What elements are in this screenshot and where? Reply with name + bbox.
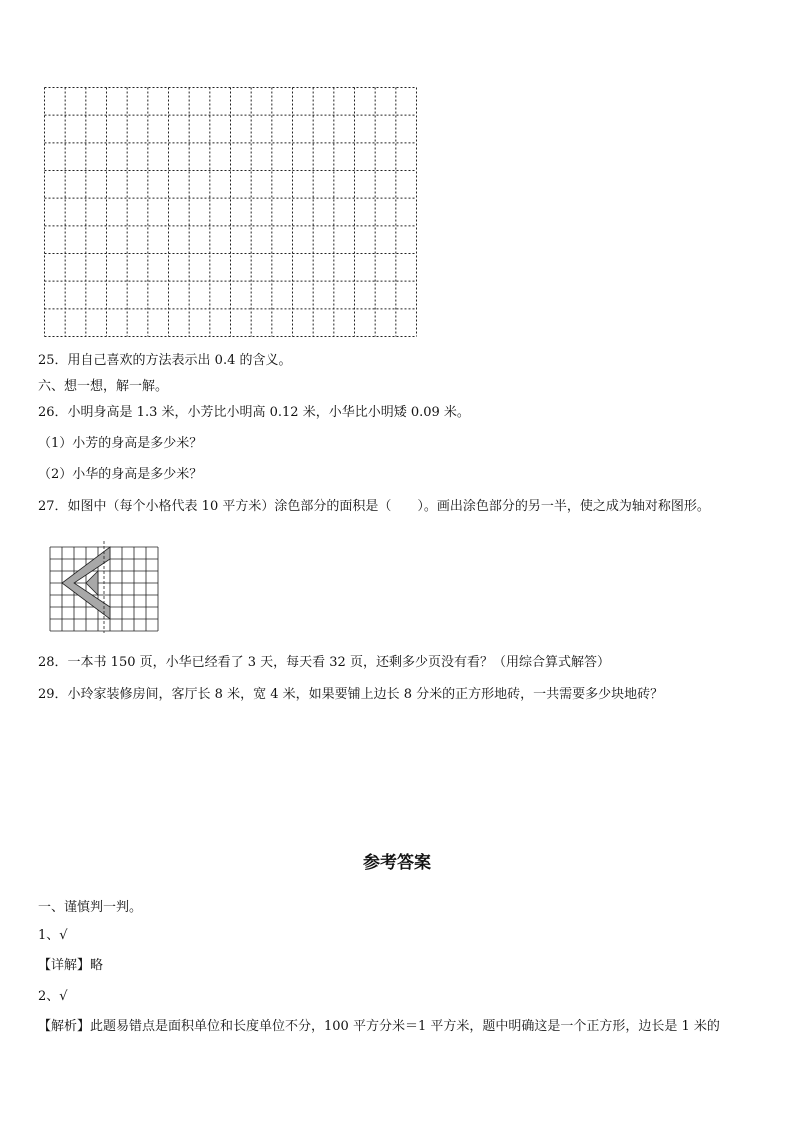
- answer-2: 2、√: [38, 989, 68, 1004]
- section-6-heading: 六、想一想，解一解。: [38, 379, 169, 394]
- question-26: 26．小明身高是 1.3 米，小芳比小明高 0.12 米，小华比小明矮 0.09 米。: [38, 405, 470, 420]
- question-25: 25．用自己喜欢的方法表示出 0.4 的含义。: [38, 353, 292, 368]
- answer-1: 1、√: [38, 928, 68, 943]
- writing-grid: [43, 86, 418, 338]
- question-28: 28．一本书 150 页，小华已经看了 3 天，每天看 32 页，还剩多少页没有看？（用综合算式解答）: [38, 655, 610, 670]
- question-26-part-1: （1）小芳的身高是多少米？: [38, 436, 203, 451]
- answers-section-1: 一、谨慎判一判。: [38, 900, 143, 915]
- answer-2-analysis: 【解析】此题易错点是面积单位和长度单位不分，100 平方分米＝1 平方米，题中明确这是一个正方形，边长是 1 米的: [38, 1019, 720, 1034]
- question-27: 27．如图中（每个小格代表 10 平方米）涂色部分的面积是（ ）。画出涂色部分的另一半，使之成为轴对称图形。: [38, 499, 710, 514]
- question-29: 29．小玲家装修房间，客厅长 8 米，宽 4 米，如果要铺上边长 8 分米的正方形地砖，一共需要多少块地砖？: [38, 687, 664, 702]
- shaded-region-inner: [86, 571, 98, 595]
- answer-1-detail: 【详解】略: [38, 958, 104, 973]
- answers-title: 参考答案: [363, 853, 431, 873]
- symmetry-figure: [48, 541, 160, 633]
- question-26-part-2: （2）小华的身高是多少米？: [38, 467, 203, 482]
